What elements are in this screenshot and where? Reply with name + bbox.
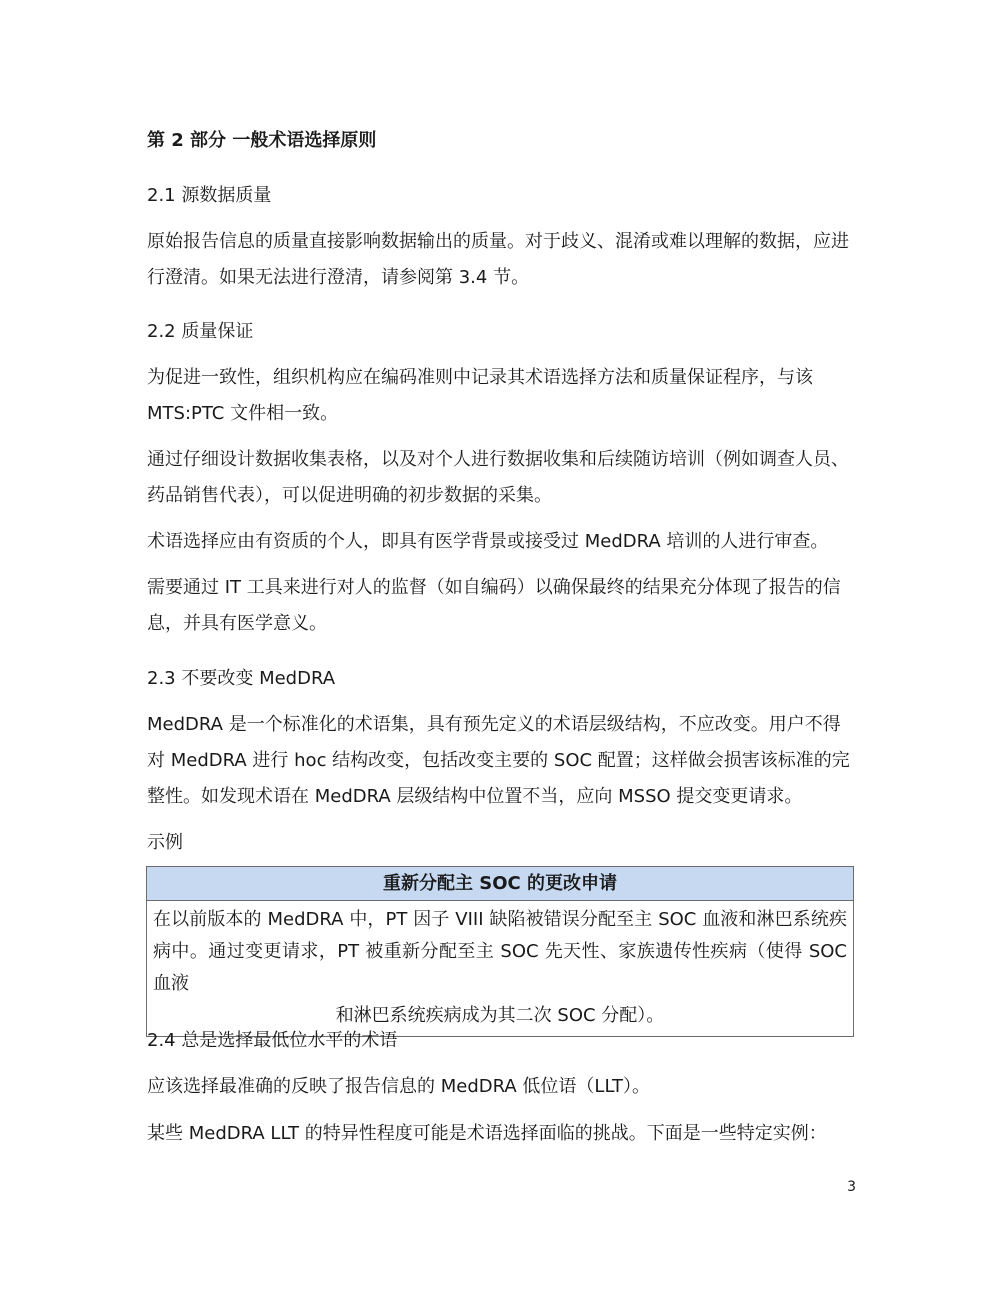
paragraph-source-data-quality: 原始报告信息的质量直接影响数据输出的质量。对于歧义、混淆或难以理解的数据，应进行澄清。如果无法进行澄清，请参阅第 3.4 节。 <box>147 231 849 288</box>
paragraph-qa-it-tools: 需要通过 IT 工具来进行对人的监督（如自编码）以确保最终的结果充分体现了报告的信息，并具有医学意义。 <box>147 577 841 634</box>
example-table-body-text: 在以前版本的 MedDRA 中，PT 因子 VIII 缺陷被错误分配至主 SOC 血液和淋巴系统疾病中。通过变更请求，PT 被重新分配至主 SOC 先天性、家族遗传性疾病（使得 SOC 血液 <box>153 909 847 994</box>
paragraph-qa-review: 术语选择应由有资质的个人，即具有医学背景或接受过 MedDRA 培训的人进行审查。 <box>147 531 829 552</box>
example-table-body-last-line: 和淋巴系统疾病成为其二次 SOC 分配）。 <box>335 1005 665 1026</box>
paragraph-select-llt: 应该选择最准确的反映了报告信息的 MedDRA 低位语（LLT）。 <box>147 1076 650 1097</box>
example-table-header: 重新分配主 SOC 的更改申请 <box>147 867 853 901</box>
section-heading-2-2: 2.2 质量保证 <box>147 321 254 342</box>
example-table-body <box>147 901 853 1036</box>
paragraph-qa-data-collection: 通过仔细设计数据收集表格，以及对个人进行数据收集和后续随访培训（例如调查人员、药品销售代表），可以促进明确的初步数据的采集。 <box>147 449 849 506</box>
paragraph-llt-specificity: 某些 MedDRA LLT 的特异性程度可能是术语选择面临的挑战。下面是一些特定实例： <box>147 1123 827 1144</box>
part-title: 第 2 部分 一般术语选择原则 <box>147 130 377 151</box>
section-heading-2-3: 2.3 不要改变 MedDRA <box>147 668 336 689</box>
paragraph-qa-consistency: 为促进一致性，组织机构应在编码准则中记录其术语选择方法和质量保证程序，与该 MTS:PTC 文件相一致。 <box>147 367 813 424</box>
page-number: 3 <box>847 1179 856 1195</box>
example-table <box>146 866 854 1037</box>
paragraph-do-not-alter-meddra: MedDRA 是一个标准化的术语集，具有预先定义的术语层级结构，不应改变。用户不得对 MedDRA 进行 hoc 结构改变，包括改变主要的 SOC 配置；这样做会损害该标准的完整性。如发现术语在 MedDRA 层级结构中位置不当，应向 MSSO 提交变更请求。 <box>147 714 850 807</box>
example-label: 示例 <box>147 832 183 853</box>
section-heading-2-4: 2.4 总是选择最低位水平的术语 <box>147 1030 398 1051</box>
section-heading-2-1: 2.1 源数据质量 <box>147 185 272 206</box>
